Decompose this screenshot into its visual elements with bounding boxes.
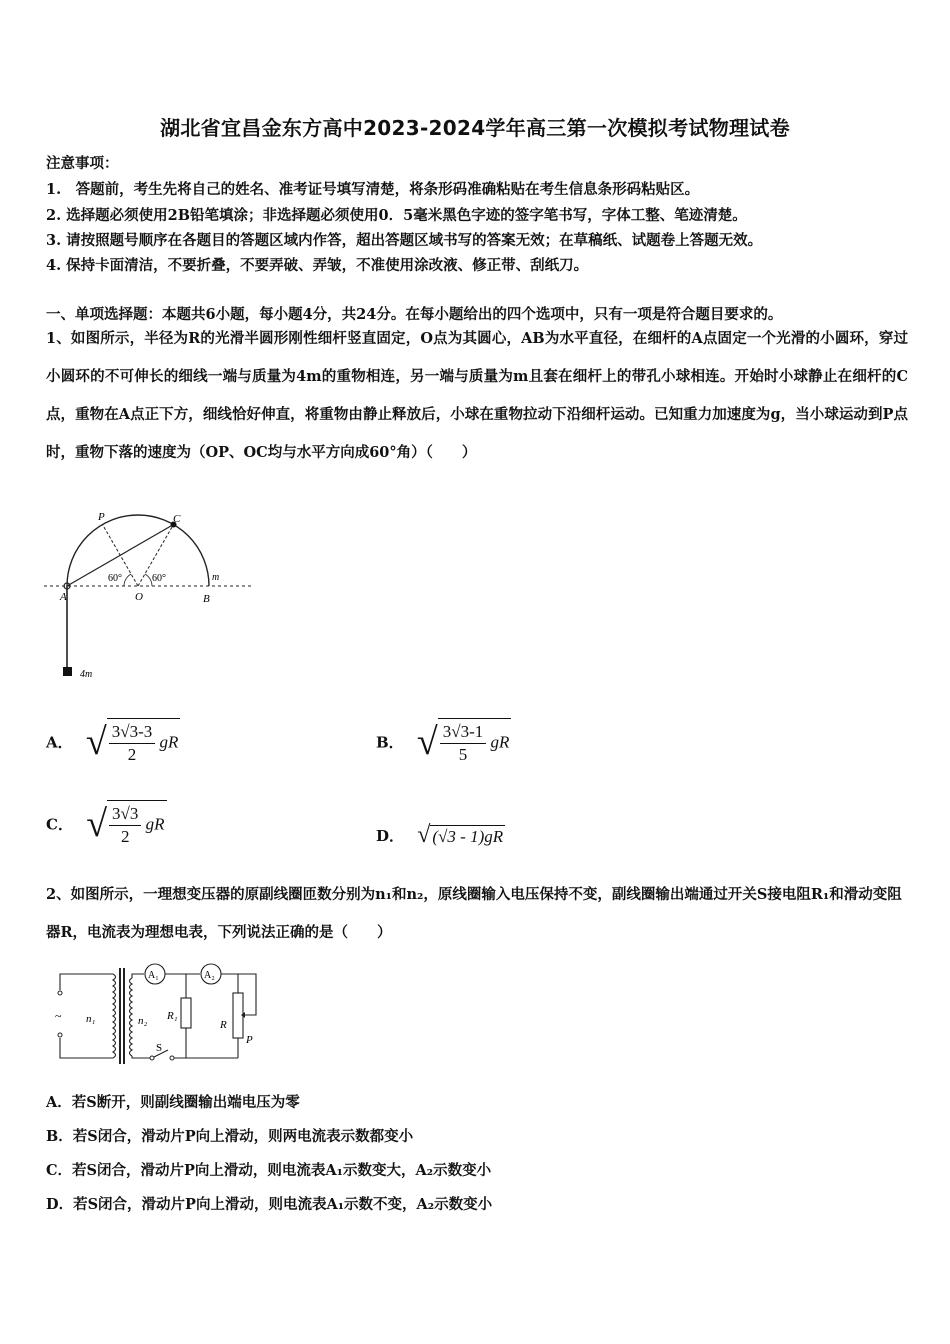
q2-option-b[interactable]: B．若S闭合，滑动片P向上滑动，则两电流表示数都变小 (46, 1128, 414, 1145)
option-a-denominator: 2 (127, 745, 137, 764)
rheostat-top-wire (221, 974, 238, 993)
option-c-denominator: 2 (120, 827, 130, 846)
label-p: P (98, 511, 105, 523)
notes-heading: 注意事项： (46, 155, 119, 172)
question-2-text: 2、如图所示，一理想变压器的原副线圈匝数分别为n₁和n₂，原线圈输入电压保持不变，副线圈输出端通过开关S接电阻R₁和滑动变阻器R，电流表为理想电表，下列说法正确的是（ ） (46, 886, 902, 941)
label-s: S (156, 1042, 163, 1054)
notes-item-4: 4. 保持卡面清洁，不要折叠，不要弄破、弄皱，不准使用涂改液、修正带、刮纸刀。 (46, 257, 589, 274)
weight-block (63, 667, 72, 676)
secondary-top-wire (132, 974, 144, 978)
option-c-numerator: 3√3 (109, 803, 141, 826)
angle-label-1: 60° (108, 573, 122, 584)
label-n2: n₂ (138, 1015, 148, 1027)
option-a-numerator: 3√3-3 (109, 721, 156, 744)
label-r: R (220, 1019, 227, 1031)
rheostat-r (233, 993, 243, 1038)
label-weight: 4m (80, 669, 93, 680)
label-n1: n₁ (86, 1013, 96, 1025)
label-a1: A₁ (148, 970, 159, 981)
semicircle-rod (67, 515, 209, 586)
notes-item-1: 1. 答题前，考生先将自己的姓名、准考证号填写清楚，将条形码准确粘贴在考生信息条形码粘贴区。 (46, 181, 700, 198)
label-b: B (203, 593, 210, 605)
option-b-numerator: 3√3-1 (440, 721, 487, 744)
question-1-figure (40, 505, 260, 690)
primary-top-wire (60, 974, 113, 990)
primary-coil (113, 974, 116, 1058)
q2-option-d[interactable]: D．若S闭合，滑动片P向上滑动，则电流表A₁示数不变，A₂示数变小 (46, 1196, 493, 1213)
ac-source-symbol: ~ (55, 1009, 62, 1023)
option-a[interactable]: A． √ $\frac{3√3-3}{2}$ gR (46, 718, 180, 766)
q2-option-a[interactable]: A．若S断开，则副线圈输出端电压为零 (46, 1094, 300, 1111)
label-p: P (246, 1034, 253, 1046)
secondary-coil (130, 978, 133, 1056)
option-d-expression: (√3 - 1)gR (432, 826, 504, 846)
label-c: C (173, 513, 181, 525)
page-title: 湖北省宜昌金东方高中2023-2024学年高三第一次模拟考试物理试卷 (160, 116, 790, 140)
notes-item-2: 2. 选择题必须使用2B铅笔填涂；非选择题必须使用0．5毫米黑色字迹的签字笔书写，字体工整、笔迹清楚。 (46, 207, 747, 224)
option-d[interactable]: D． √ (√3 - 1)gR (376, 822, 504, 848)
label-m: m (212, 572, 220, 583)
option-b-denominator: 5 (458, 745, 468, 764)
option-c[interactable]: C． √ $\frac{3√3}{2}$ gR (46, 800, 167, 848)
q2-option-c[interactable]: C．若S闭合，滑动片P向上滑动，则电流表A₁示数变大，A₂示数变小 (46, 1162, 492, 1179)
label-o: O (135, 591, 143, 603)
notes-item-3: 3. 请按照题号顺序在各题目的答题区域内作答，超出答题区域书写的答案无效；在草稿纸、试题卷上答题无效。 (46, 232, 763, 249)
label-r1: R₁ (167, 1010, 178, 1022)
angle-label-2: 60° (152, 573, 166, 584)
question-2-circuit (48, 958, 278, 1070)
resistor-r1 (181, 998, 191, 1028)
option-b[interactable]: B． √ $\frac{3√3-1}{5}$ gR (376, 718, 511, 766)
primary-bottom-wire (60, 1038, 113, 1058)
section-heading: 一、单项选择题：本题共6小题，每小题4分，共24分。在每小题给出的四个选项中，只有一项是符合题目要求的。 (46, 306, 783, 323)
question-1-text: 1、如图所示，半径为R的光滑半圆形刚性细杆竖直固定，O点为其圆心，AB为水平直径，在细杆的A点固定一个光滑的小圆环，穿过小圆环的不可伸长的细线一端与质量为4m的重物相连，另一端与质量为m且套在细杆上的带孔小球相连。开始时小球静止在细杆的C点，重物在A点正下方，细线恰好伸直，将重物由静止释放后，小球在重物拉动下沿细杆运动。已知重力加速度为g，当小球运动到P点时，重物下落的速度为（OP、OC均与水平方向成60°角）（ ） (46, 330, 908, 461)
label-a2: A₂ (204, 970, 215, 981)
label-a: A (60, 591, 67, 603)
